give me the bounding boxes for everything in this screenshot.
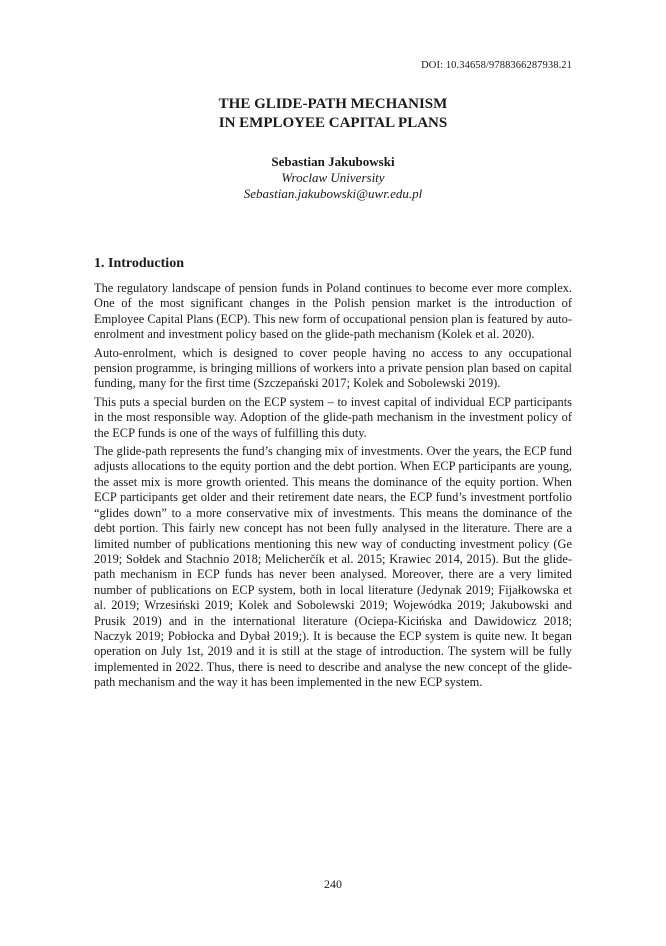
section-heading: 1. Introduction — [94, 256, 184, 271]
page-number: 240 — [324, 877, 342, 891]
paragraph: The regulatory landscape of pension funds in Poland continues to become ever more complex. One of the most significant changes in the Polish pension market is the introduction of Employee Capital Plans (ECP). This new form of occupational pension plan is featured by auto-enrolment and investment policy based on the glide-path mechanism (Kolek et al. 2020). — [94, 281, 572, 342]
title-line-2: IN EMPLOYEE CAPITAL PLANS — [218, 115, 448, 131]
paragraph: The glide-path represents the fund’s changing mix of investments. Over the years, the ECP fund adjusts allocations to the equity portion and the debt portion. When ECP participants are young, the asset mix is more growth oriented. This means the dominance of the equity portion. When ECP participants get older and their retirement date nears, the ECP fund’s investment portfolio “glides down” to a more conservative mix of investments. This means the dominance of the debt portion. This fairly new concept has not been fully analysed in the literature. There are a limited number of publications mentioning this new way of conducting investment policy (Ge 2019; Sołdek and Stachnio 2018; Melicherčík et al. 2015; Krawiec 2014, 2015). But the glide-path mechanism in ECP funds has never been analysed. Moreover, there are a very limited number of publications on ECP system, both in local literature (Jedynak 2019; Fijałkowska et al. 2019; Wrzesiński 2019; Kolek and Sobolewski 2019; Wojewódka 2019; Jakubowski and Prusik 2019) and in the international literature (Ociepa-Kicińska and Dawidowicz 2018; Naczyk 2019; Pobłocka and Dybał 2019;). It is because the ECP system is quite new. It began operation on July 1st, 2019 and it is still at the stage of introduction. The system will be fully implemented in 2022. Thus, there is need to describe and analyse the new concept of the glide-path mechanism and the way it has been implemented in the new ECP system. — [94, 444, 572, 690]
paper-title — [0, 95, 666, 133]
author-affiliation: Wroclaw University — [281, 170, 385, 185]
paragraph: Auto-enrolment, which is designed to cover people having no access to any occupational pension programme, is bringing millions of workers into a private pension plan based on capital funding, many for the first time (Szczepański 2017; Kolek and Sobolewski 2019). — [94, 345, 572, 391]
author-email: Sebastian.jakubowski@uwr.edu.pl — [243, 186, 423, 201]
author-name: Sebastian Jakubowski — [271, 154, 395, 169]
title-line-1: THE GLIDE-PATH MECHANISM — [218, 96, 448, 112]
paragraph: This puts a special burden on the ECP system – to invest capital of individual ECP participants in the most responsible way. Adoption of the glide-path mechanism in the investment policy of the ECP funds is one of the ways of fulfilling this duty. — [94, 394, 572, 440]
body-text — [94, 281, 572, 694]
doi-identifier: DOI: 10.34658/9788366287938.21 — [421, 60, 572, 71]
author-block — [0, 154, 666, 202]
